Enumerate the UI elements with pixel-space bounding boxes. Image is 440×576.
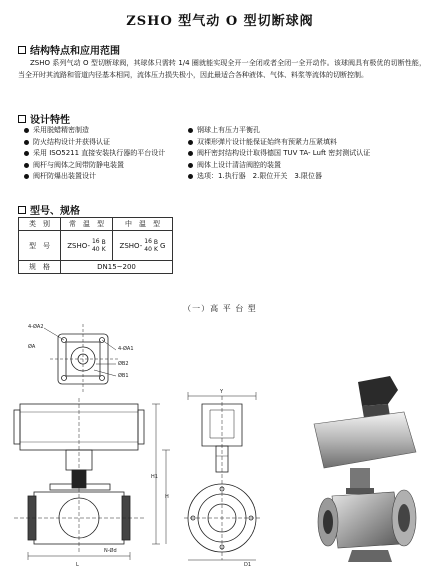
page-title: ZSHO 型气动 O 型切断球阀 bbox=[126, 14, 314, 29]
table-row bbox=[19, 261, 173, 274]
bullet-icon bbox=[24, 174, 29, 179]
bullet-icon bbox=[24, 128, 29, 133]
section-heading-text: 设计特性 bbox=[30, 115, 70, 126]
section-heading-features-scope bbox=[18, 42, 120, 57]
list-item: 阀体上设计清洁阀腔的装置 bbox=[188, 160, 370, 172]
section-heading-design bbox=[18, 111, 70, 126]
feature-list-left bbox=[24, 125, 165, 183]
section-heading-text: 结构特点和应用范围 bbox=[30, 46, 120, 57]
list-item: 阀杆密封结构设计取得德国 TUV TA- Luft 密封测试认证 bbox=[188, 148, 370, 160]
list-item: 防火结构设计并获得认证 bbox=[24, 137, 165, 149]
table-header-cell: 类 别 bbox=[19, 218, 61, 231]
bullet-icon bbox=[188, 151, 193, 156]
dim-label: N-Ød bbox=[104, 548, 117, 554]
table-cell-model-medium: ZSHO- 16 40 B K G bbox=[113, 231, 173, 261]
bullet-icon bbox=[24, 140, 29, 145]
model-spec-table bbox=[18, 217, 173, 274]
table-row bbox=[19, 231, 173, 261]
bullet-icon bbox=[188, 128, 193, 133]
table-cell-spec-label: 规 格 bbox=[19, 261, 61, 274]
dim-label: L bbox=[76, 562, 79, 568]
section-heading-text: 型号、规格 bbox=[30, 206, 80, 217]
list-item: 采用 ISO5211 直接安装执行器的平台设计 bbox=[24, 148, 165, 160]
list-item: 阀杆与阀体之间带防静电装置 bbox=[24, 160, 165, 172]
product-photo bbox=[292, 376, 432, 568]
dim-label: H bbox=[165, 494, 169, 500]
square-bullet-icon bbox=[18, 115, 26, 123]
front-section-drawing bbox=[8, 388, 174, 568]
side-section-drawing bbox=[182, 388, 266, 568]
table-cell-model-normal: ZSHO- 16 40 B K bbox=[61, 231, 113, 261]
top-view-drawing bbox=[26, 320, 156, 398]
table-row bbox=[19, 218, 173, 231]
dim-label: Y bbox=[220, 389, 224, 395]
list-item: 采用脱蜡精密制造 bbox=[24, 125, 165, 137]
feature-list-right bbox=[188, 125, 370, 183]
dim-label: D1 bbox=[244, 562, 252, 568]
table-cell-model-label: 型 号 bbox=[19, 231, 61, 261]
bullet-icon bbox=[24, 163, 29, 168]
description-paragraph: ZSHO 系列气动 O 型切断球阀，其球体只需转 1/4 圈就能实现全开一全闭或者全闭一全开动作。该球阀具有极优的切断性能，当全开时其流路和管道内径基本相同，流体压力损失极小，因此最适合各种液体、气体、料浆等流体的切断控制。 bbox=[18, 59, 426, 79]
dim-label: H1 bbox=[151, 474, 158, 480]
dim-label: ØB1 bbox=[118, 373, 129, 379]
dim-label: 4-ØA2 bbox=[28, 324, 44, 330]
bullet-icon bbox=[188, 174, 193, 179]
square-bullet-icon bbox=[18, 206, 26, 214]
list-item: 阀杆防爆出装置设计 bbox=[24, 171, 165, 183]
dim-label: ØB2 bbox=[118, 361, 129, 367]
section-heading-models bbox=[18, 202, 80, 217]
bullet-icon bbox=[188, 163, 193, 168]
dim-label: 4-ØA1 bbox=[118, 346, 134, 352]
table-header-cell: 常 温 型 bbox=[61, 218, 113, 231]
list-item: 钢球上有压力平衡孔 bbox=[188, 125, 370, 137]
dim-label: ØA bbox=[28, 344, 36, 350]
subtitle-high-platform: （一）高 平 台 型 bbox=[183, 304, 257, 313]
table-cell-spec-value: DN15~200 bbox=[61, 261, 173, 274]
square-bullet-icon bbox=[18, 46, 26, 54]
table-header-cell: 中 温 型 bbox=[113, 218, 173, 231]
list-item: 选项：1.执行器 2.限位开关 3.限位器 bbox=[188, 171, 370, 183]
bullet-icon bbox=[188, 140, 193, 145]
list-item: 双裸形弹片设计能保证始终有预紧力压紧填料 bbox=[188, 137, 370, 149]
bullet-icon bbox=[24, 151, 29, 156]
